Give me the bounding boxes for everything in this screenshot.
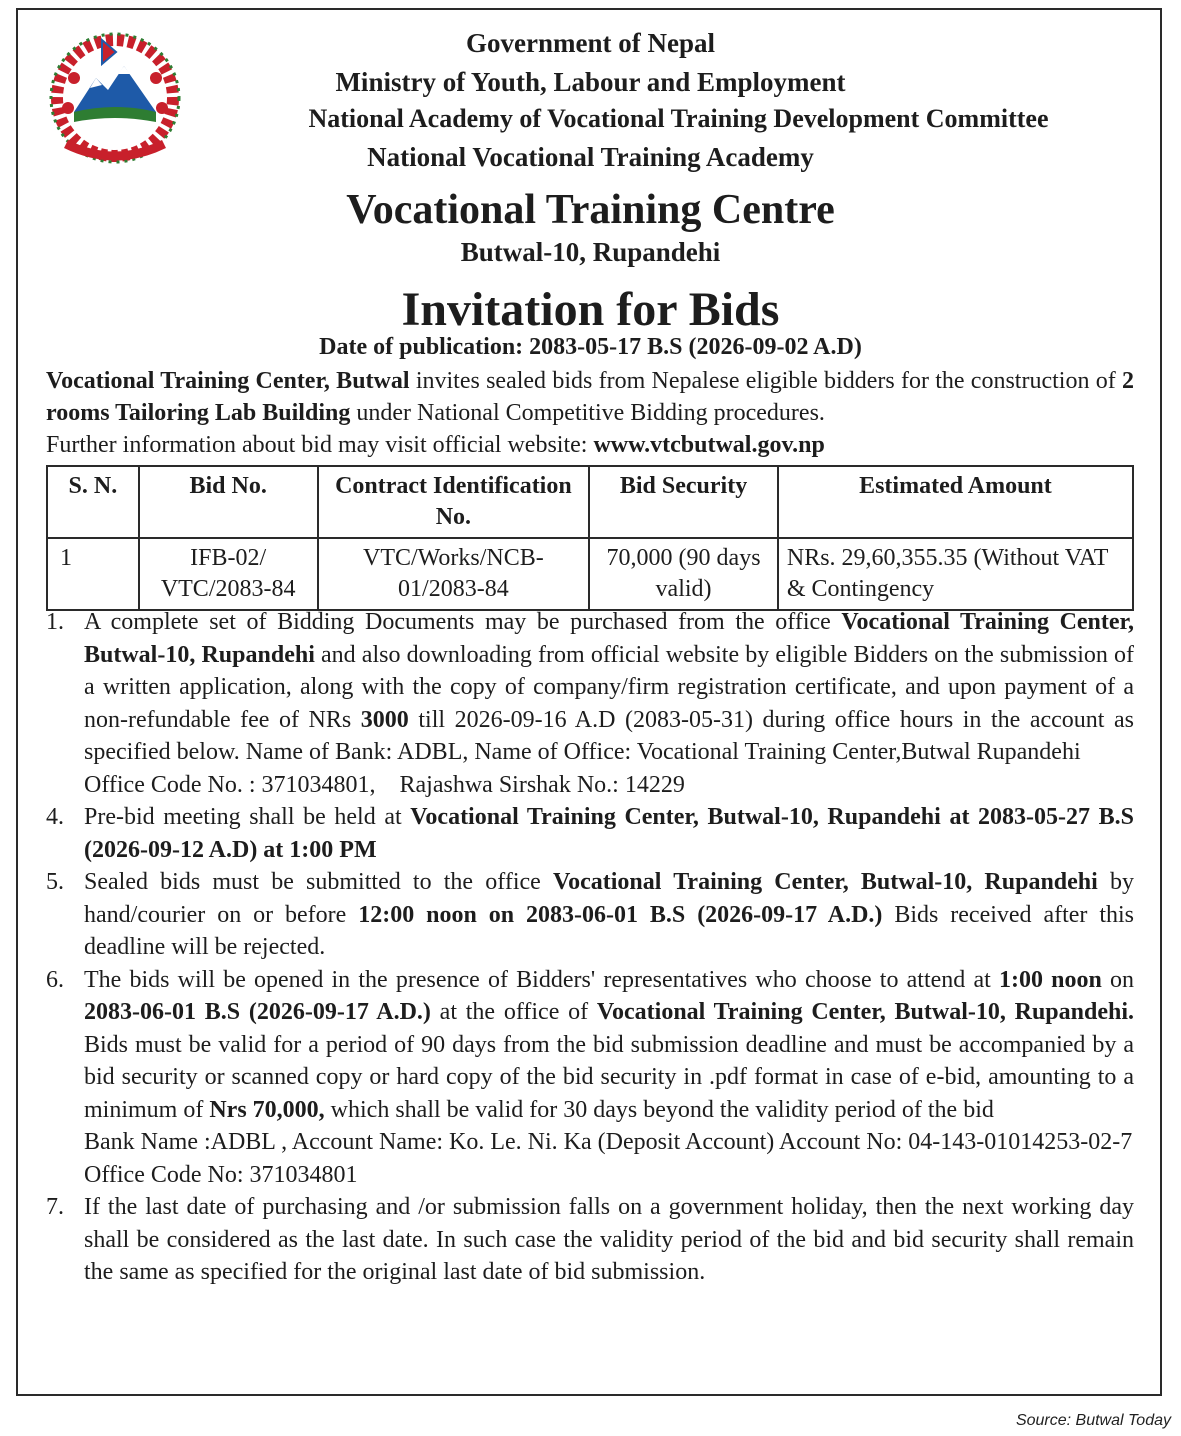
clause-bold-segment: Vocational Training Center, Butwal-10, Rupandehi at 2083-05-27 B.S (2026-09-12 A.D) at 1:00 PM (84, 804, 1135, 863)
clause-bold-segment: Vocational Training Center, Butwal-10, Rupandehi (552, 869, 1098, 895)
clause-bold-segment: 12:00 noon on 2083-06-01 B.S (2026-09-17 A.D.) (358, 901, 883, 928)
table-row (47, 538, 1133, 610)
clause-text (84, 801, 1134, 866)
col-header-contract-id: Contract Identification No. (318, 466, 590, 538)
office-code-line: Office Code No: 371034801 (84, 1161, 358, 1188)
clause-bold-segment: Vocational Training Center, Butwal-10, Rupandehi (84, 609, 1134, 668)
clause-segment: If the last date of purchasing and /or submission falls on a government holiday, then the next working day shall be considered as the last date. In such case the validity period of the bid and bid security shall remain the same as specified for the original last date of bid submission. (84, 1194, 1134, 1285)
intro-org: Vocational Training Center, Butwal (46, 368, 410, 394)
clause-bold-segment: 3000 (360, 706, 409, 733)
clause-text (84, 866, 1134, 964)
table-header-row (47, 466, 1133, 538)
intro-text: under National Competitive Bidding procedures. (350, 400, 825, 426)
clause-4 (46, 801, 1134, 866)
notice-title: Invitation for Bids (401, 283, 780, 336)
clause-segment: and also downloading from official website by eligible Bidders on the submission of a written application, along with the copy of company/firm registration certificate, and upon payment of a non-refundable fee of NRs (84, 641, 1135, 733)
intro-text: Further information about bid may visit official website: (46, 432, 594, 458)
intro-text: invites sealed bids from Nepalese eligible bidders for the construction of (409, 368, 1122, 394)
col-header-sn: S. N. (47, 466, 139, 538)
clause-5 (46, 866, 1134, 964)
clause-number: 4. (46, 804, 64, 830)
clause-segment: at the office of (430, 999, 597, 1025)
clause-bold-segment: 1:00 noon (998, 966, 1102, 993)
clause-segment: The bids will be opened in the presence of Bidders' representatives who choose to attend at (84, 966, 999, 993)
clause-bold-segment: 2083-06-01 B.S (2026-09-17 A.D.) (84, 999, 431, 1025)
cell-estimated-amount: NRs. 29,60,355.35 (Without VAT & Contingency (778, 538, 1133, 610)
clause-segment: A complete set of Bidding Documents may be purchased from the office (84, 609, 842, 635)
clauses-list (46, 606, 1134, 1289)
clause-1 (46, 606, 1134, 801)
clause-bold-segment: Nrs 70,000, (209, 1096, 325, 1123)
clause-segment: which shall be valid for 30 days beyond the validity period of the bid (324, 1096, 994, 1123)
cell-bid-no: IFB-02/ VTC/2083-84 (139, 538, 318, 610)
clause-text (84, 1191, 1134, 1289)
intro-paragraph (46, 365, 1134, 461)
bids-table (46, 465, 1134, 611)
clause-text (84, 964, 1134, 1192)
clause-segment: Pre-bid meeting shall be held at (84, 804, 411, 830)
clause-segment: till 2026-09-16 A.D (2083-05-31) during office hours in the account as specified below. Name of Bank: ADBL, Name of Office: Vocational Training Center,Butwal Rupandehi (84, 706, 1134, 765)
clause-number: 7. (46, 1194, 64, 1220)
publication-date: Date of publication: 2083-05-17 B.S (2026-09-02 A.D) (319, 334, 862, 360)
header-government: Government of Nepal (466, 28, 715, 58)
cell-contract-id: VTC/Works/NCB-01/2083-84 (318, 538, 590, 610)
header-address: Butwal-10, Rupandehi (460, 237, 721, 267)
clause-number: 5. (46, 869, 64, 895)
office-code-line: Office Code No. : 371034801, Rajashwa Sirshak No.: 14229 (84, 771, 685, 798)
col-header-bid-no: Bid No. (139, 466, 318, 538)
clause-segment: Bids must be valid for a period of 90 days from the bid submission deadline and must be accompanied by a bid security or scanned copy or hard copy of the bid security in .pdf format in case of e-bid, amounting to a minimum of (84, 1031, 1134, 1123)
website-link[interactable]: www.vtcbutwal.gov.np (593, 432, 825, 458)
clause-number: 6. (46, 966, 64, 993)
header-centre: Vocational Training Centre (346, 187, 835, 233)
bank-account-line: Bank Name :ADBL , Account Name: Ko. Le. Ni. Ka (Deposit Account) Account No: 04-143-01014253-02-7 (84, 1129, 1133, 1155)
cell-bid-security: 70,000 (90 days valid) (589, 538, 778, 610)
clause-number: 1. (46, 609, 64, 635)
clause-segment: Sealed bids must be submitted to the office (84, 869, 553, 895)
cell-sn: 1 (47, 538, 139, 610)
clause-segment: by hand/courier on or before (84, 869, 1135, 928)
header-academy-committee: National Academy of Vocational Training Development Committee (308, 104, 1049, 133)
clause-segment: on (1101, 966, 1135, 993)
clause-segment: Bids received after this deadline will be rejected. (84, 901, 1135, 960)
clause-text (84, 606, 1134, 801)
clause-7 (46, 1191, 1134, 1289)
col-header-bid-security: Bid Security (589, 466, 778, 538)
header-ministry: Ministry of Youth, Labour and Employment (335, 67, 846, 97)
header-academy: National Vocational Training Academy (367, 142, 814, 172)
intro-scope: 2 rooms Tailoring Lab Building (46, 368, 1134, 426)
col-header-estimated-amount: Estimated Amount (778, 466, 1133, 538)
clause-6 (46, 964, 1134, 1192)
source-credit: Source: Butwal Today (1015, 1412, 1171, 1429)
clause-bold-segment: Vocational Training Center, Butwal-10, Rupandehi. (596, 999, 1134, 1025)
